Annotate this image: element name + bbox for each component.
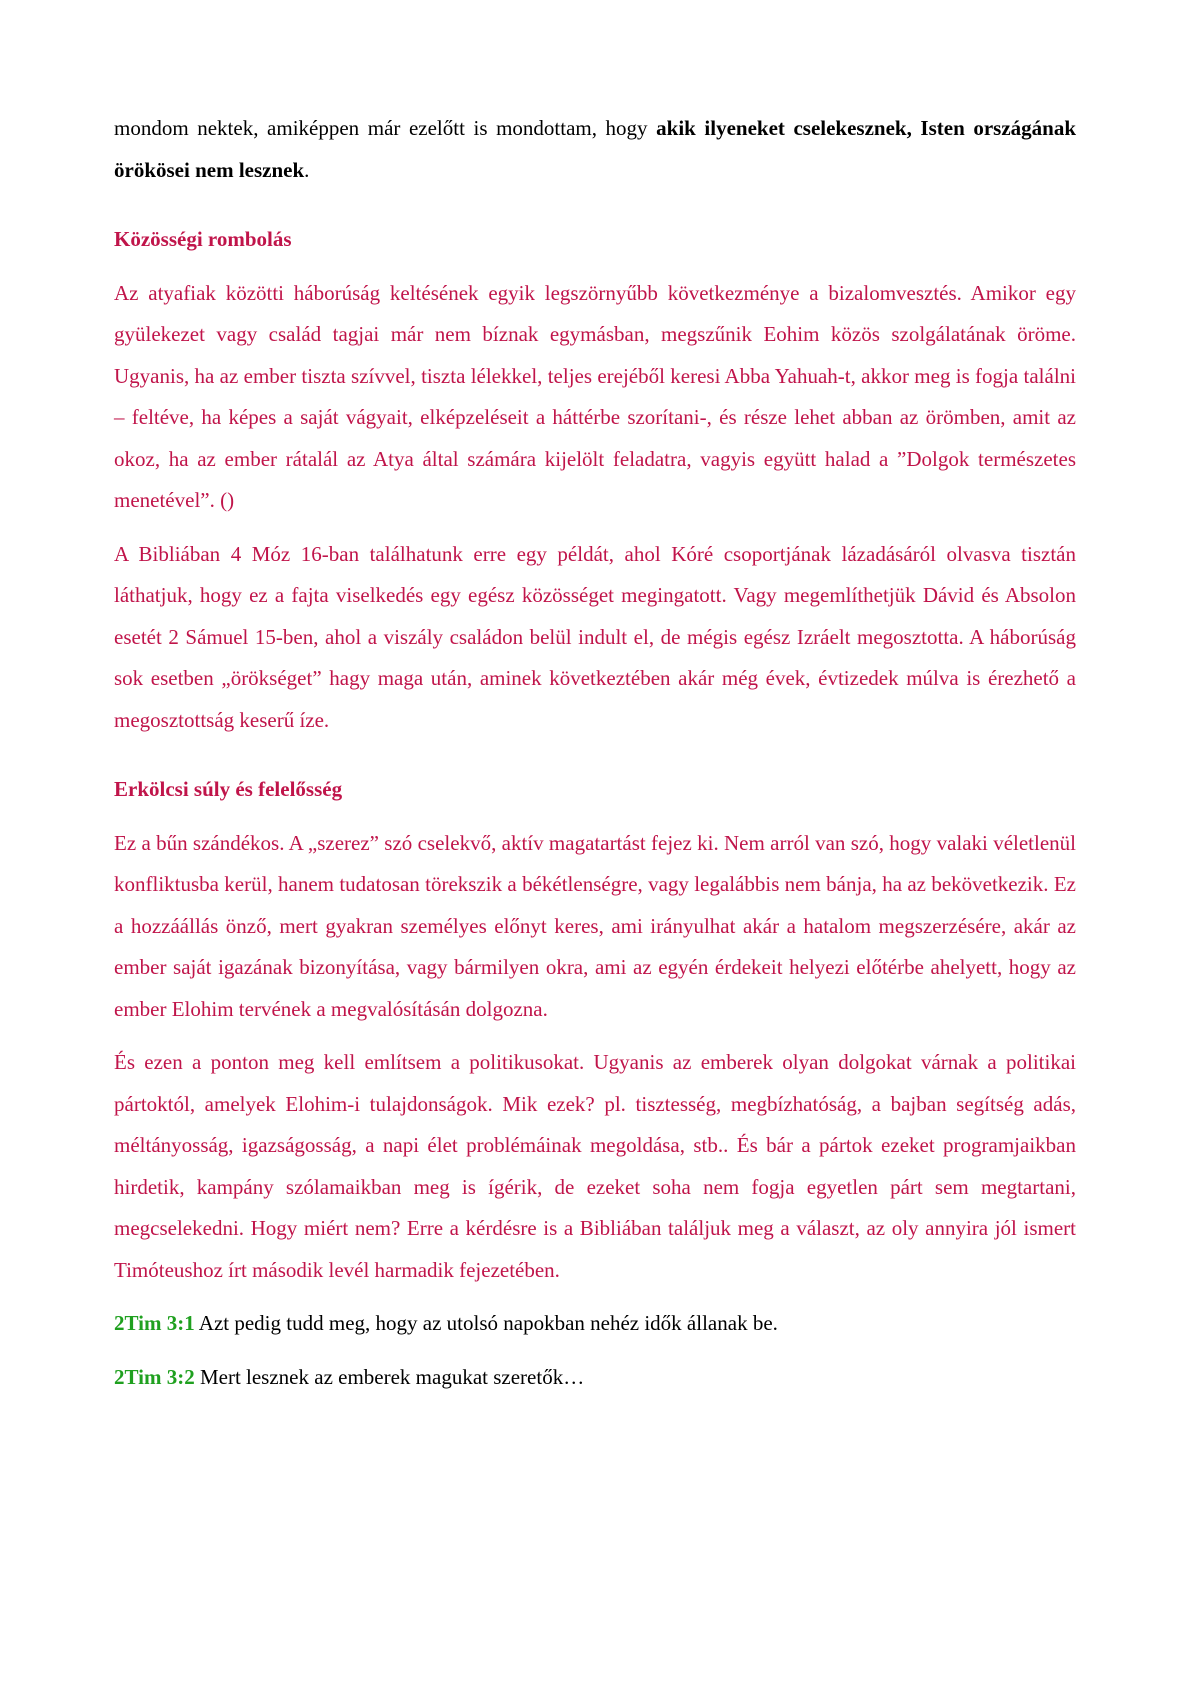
verse-text: Azt pedig tudd meg, hogy az utolsó napokban nehéz idők állanak be. [194, 1311, 778, 1335]
verse-text: Mert lesznek az emberek magukat szeretők… [194, 1364, 585, 1389]
section-heading-kozossegi: Közösségi rombolás [114, 227, 292, 251]
intro-paragraph [114, 108, 1076, 191]
paragraph-politikusok: És ezen a ponton meg kell említsem a politikusokat. Ugyanis az emberek olyan dolgokat várnak a politikai pártoktól, amelyek Elohim-i tulajdonságok. Mik ezek? pl. tisztesség, megbízhatóság, a bajban segítség adás, méltányosság, igazságosság, a napi élet problémáinak megoldása, stb.. És bár a pártok ezeket programjaikban hirdetik, kampány szólamaikban meg is ígérik, de ezeket soha nem fogja egyetlen párt sem megtartani, megcselekedni. Hogy miért nem? Erre a kérdésre is a Bibliában találjuk meg a választ, az oly annyira jól ismert Timóteushoz írt második levél harmadik fejezetében. [114, 1050, 1076, 1282]
verse-line-1 [114, 1303, 1076, 1345]
verse-ref: 2Tim 3:2 [114, 1364, 195, 1389]
paragraph-biblia-pelda: A Bibliában 4 Móz 16-ban találhatunk erre egy példát, ahol Kóré csoportjának lázadásáról olvasva tisztán láthatjuk, hogy ez a fajta viselkedés egy egész közösséget megingatott. Vagy megemlíthetjük Dávid és Absolon esetét 2 Sámuel 15-ben, ahol a viszály családon belül indult el, de mégis egész Izráelt megosztotta. A háborúság sok esetben „örökséget” hagy maga után, aminek következtében akár még évek, évtizedek múlva is érezhető a megosztottság keserű íze. [114, 541, 1076, 732]
paragraph-bizalomvesztes: Az atyafiak közötti háborúság keltésének egyik legszörnyűbb következménye a bizalomvesztés. Amikor egy gyülekezet vagy család tagjai már nem bíznak egymásban, megszűnik Eohim közös szolgálatának öröme. Ugyanis, ha az ember tiszta szívvel, tiszta lélekkel, teljes erejéből keresi Abba Yahuah-t, akkor meg is fogja találni – feltéve, ha képes a saját vágyait, elképzeléseit a háttérbe szorítani-, és része lehet abban az örömben, amit az okoz, ha az ember rátalál az Atya által számára kijelölt feladatra, vagyis együtt halad a ”Dolgok természetes menetével”. () [114, 280, 1076, 512]
intro-period: . [304, 157, 310, 182]
intro-text: mondom nektek, amiképpen már ezelőtt is mondottam, hogy [114, 116, 657, 140]
section-heading-erkolcsi: Erkölcsi súly és felelősség [114, 777, 343, 801]
verse-line-2 [114, 1357, 1076, 1399]
verse-ref: 2Tim 3:1 [114, 1311, 195, 1335]
document-page [114, 108, 1076, 1398]
intro-bold-text: akik ilyeneket cselekesznek, Isten országának örökösei nem lesznek [114, 116, 1077, 182]
paragraph-szandekos-bun: Ez a bűn szándékos. A „szerez” szó cselekvő, aktív magatartást fejez ki. Nem arról van szó, hogy valaki véletlenül konfliktusba kerül, hanem tudatosan törekszik a békétlenségre, vagy legalábbis nem bánja, ha az bekövetkezik. Ez a hozzáállás önző, mert gyakran személyes előnyt keres, ami irányulhat akár a hatalom megszerzésére, akár az ember saját igazának bizonyítása, vagy bármilyen okra, ami az egyén érdekeit helyezi előtérbe ahelyett, hogy az ember Elohim tervének a megvalósításán dolgozna. [114, 830, 1076, 1021]
